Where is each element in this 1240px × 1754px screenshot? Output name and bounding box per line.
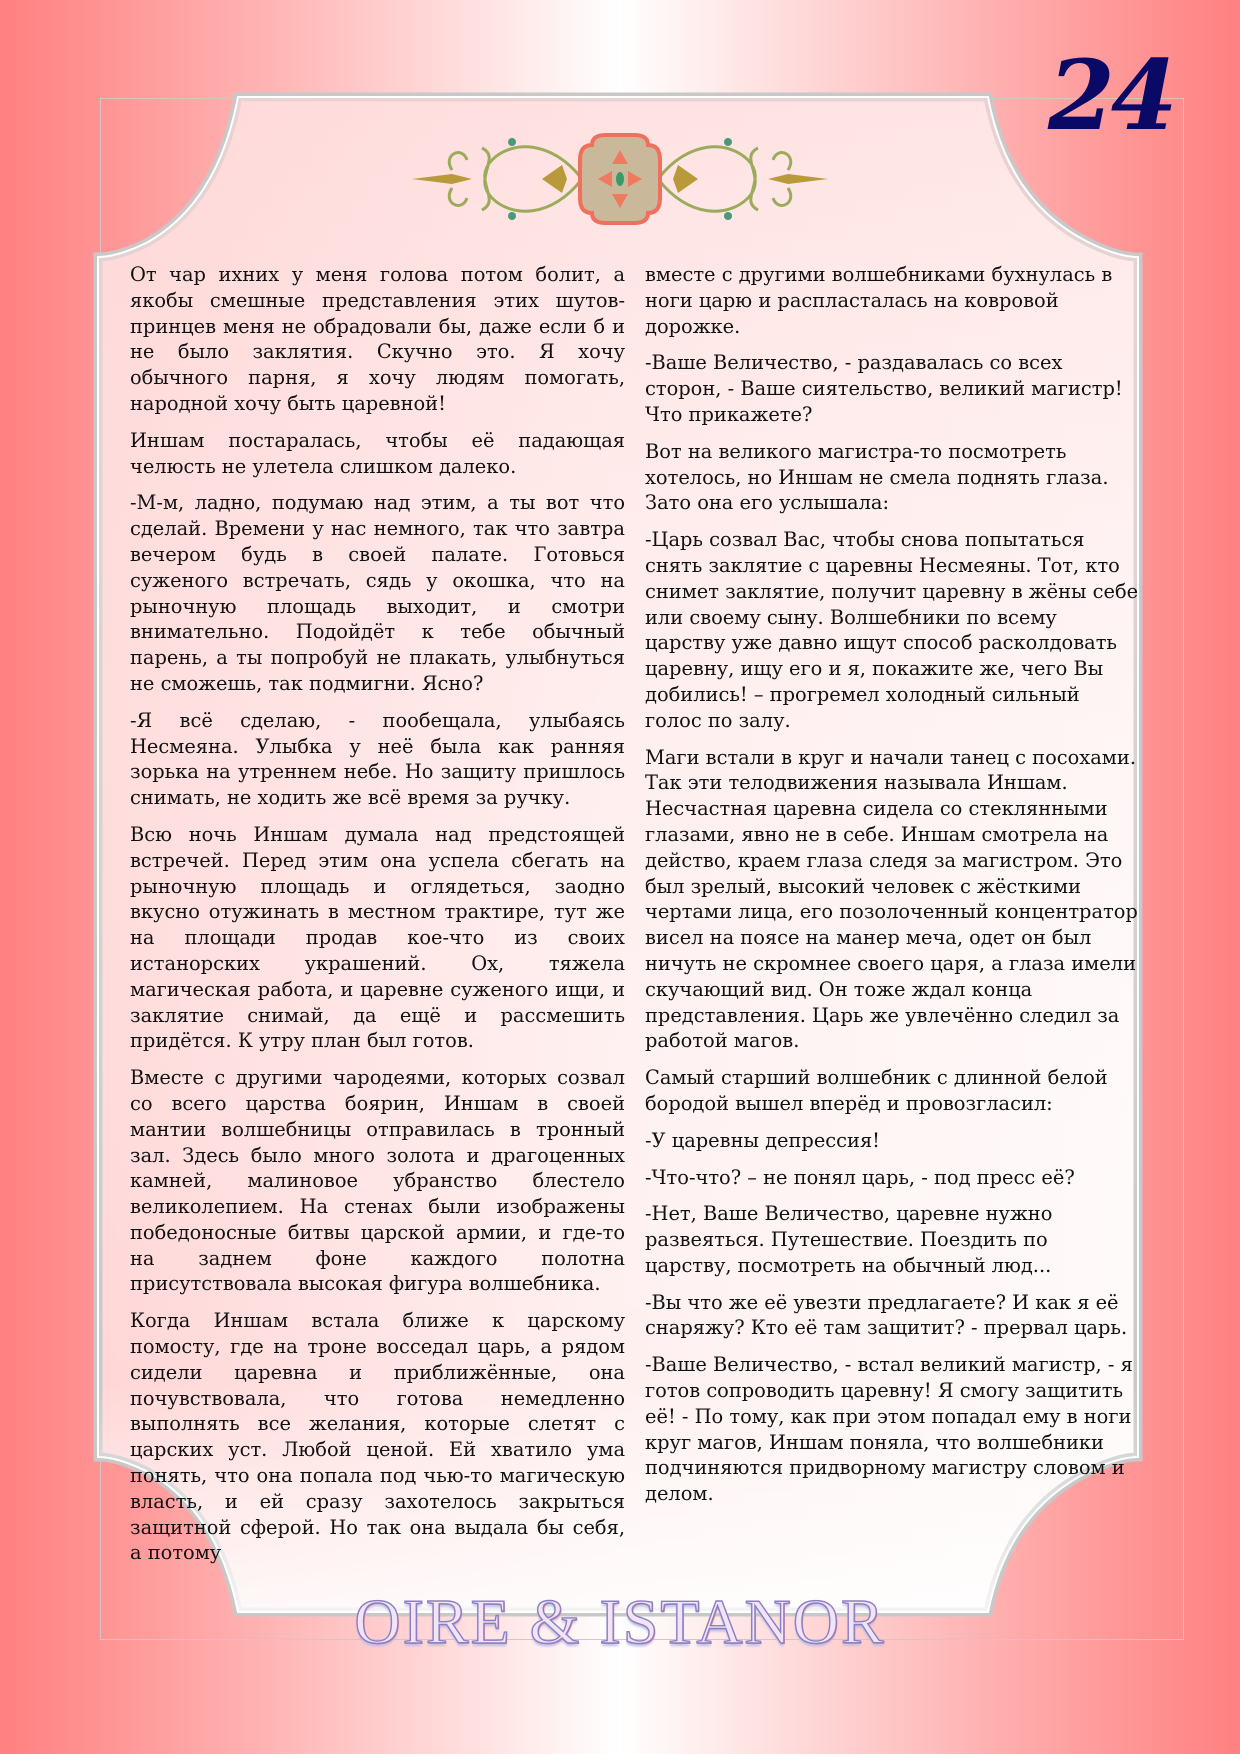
- paragraph: -Вы что же её увезти предлагаете? И как я её снаряжу? Кто её там защитит? - прервал царь.: [645, 1290, 1128, 1340]
- text-columns: [130, 262, 1140, 1565]
- page-number: 24: [1048, 39, 1174, 152]
- paragraph: -Я всё сделаю, - пообещала, улыбаясь Несмеяна. Улыбка у неё была как ранняя зорька на утреннем небе. Но защиту пришлось снимать, не ходить же всё время за ручку.: [130, 708, 625, 810]
- paragraph: -М-м, ладно, подумаю над этим, а ты вот что сделай. Времени у нас немного, так что завтра вечером будь в своей палате. Готовься суженого встречать, сядь у окошка, что на рыночную площадь выходит, и смотри внимательно. Подойдёт к тебе обычный парень, а ты попробуй не плакать, улыбнуться не сможешь, так подмигни. Ясно?: [130, 491, 625, 695]
- paragraph: -Что-что? – не понял царь, - под пресс её?: [645, 1165, 1075, 1189]
- paragraph: Иншам постаралась, чтобы её падающая челюсть не улетела слишком далеко.: [130, 428, 625, 478]
- paragraph: От чар ихних у меня голова потом болит, а якобы смешные представления этих шутов-принцев меня не обрадовали бы, даже если б и не было заклятия. Скучно это. Я хочу обычного парня, я хочу людям помогать, народной хочу быть царевной!: [130, 263, 625, 415]
- right-column: [645, 262, 1140, 1512]
- paragraph: -Ваше Величество, - встал великий магистр, - я готов сопроводить царевну! Я смогу защитить её! - По тому, как при этом попадал ему в ноги круг магов, Иншам поняла, что волшебники подчиняются придворному магистру словом и делом.: [645, 1353, 1133, 1506]
- paragraph: Самый старший волшебник с длинной белой бородой вышел вперёд и провозгласил:: [645, 1066, 1108, 1115]
- footer-title: OIRE & ISTANOR: [354, 1586, 886, 1657]
- paragraph: Вместе с другими чародеями, которых созвал со всего царства боярин, Иншам в своей мантии волшебницы отправилась в тронный зал. Здесь было много золота и драгоценных камней, малиновое убранство блестело великолепием. На стенах были изображены победоносные битвы царской армии, и где-то на заднем фоне каждого полотна присутствовала высокая фигура волшебника.: [130, 1066, 625, 1296]
- paragraph: -Царь созвал Вас, чтобы снова попытаться снять заклятие с царевны Несмеяны. Тот, кто снимет заклятие, получит царевну в жёны себе или своему сыну. Волшебники по всему царству уже давно ищут способ расколдовать царевну, ищу его и я, покажите же, чего Вы добились! – прогремел холодный сильный голос по залу.: [645, 528, 1139, 732]
- paragraph: -У царевны депрессия!: [645, 1128, 880, 1152]
- paragraph: Маги встали в круг и начали танец с посохами. Так эти телодвижения называла Иншам. Несчастная царевна сидела со стеклянными глазами, явно не в себе. Иншам смотрела на действо, краем глаза следя за магистром. Это был зрелый, высокий человек с жёсткими чертами лица, его позолоченный концентратор висел на поясе на манер меча, одет он был ничуть не скромнее своего царя, а глаза имели скучающий вид. Он тоже ждал конца представления. Царь же увлечённо следил за работой магов.: [645, 745, 1138, 1053]
- paragraph: -Нет, Ваше Величество, царевне нужно развеяться. Путешествие. Поездить по царству, посмотреть на обычный люд...: [645, 1202, 1053, 1277]
- left-column: [130, 262, 625, 1565]
- paragraph: -Ваше Величество, - раздавалась со всех сторон, - Ваше сиятельство, великий магистр! Что прикажете?: [645, 351, 1123, 426]
- paragraph: Вот на великого магистра-то посмотреть хотелось, но Иншам не смела поднять глаза. Зато она его услышала:: [645, 439, 1109, 515]
- floral-ornament-icon: [392, 130, 848, 228]
- paragraph: Всю ночь Иншам думала над предстоящей встречей. Перед этим она успела сбегать на рыночную площадь и оглядеться, заодно вкусно отужинать в местном трактире, тут же на площади продав кое-что из своих истанорских украшений. Ох, тяжела магическая работа, и царевне суженого ищи, и заклятие снимай, да ещё и рассмешить придётся. К утру план был готов.: [130, 822, 625, 1053]
- paragraph: вместе с другими волшебниками бухнулась в ноги царю и распласталась на ковровой дорожке.: [645, 263, 1113, 338]
- floral-ornament: [392, 130, 848, 228]
- paragraph: Когда Иншам встала ближе к царскому помосту, где на троне восседал царь, а рядом сидели царевна и приближённые, она почувствовала, что готова немедленно выполнять все желания, которые слетят с царских уст. Любой ценой. Ей хватило ума понять, что она попала под чью-то магическую власть, и ей сразу захотелось закрыться защитной сферой. Но так она выдала бы себя, а потому: [130, 1309, 625, 1565]
